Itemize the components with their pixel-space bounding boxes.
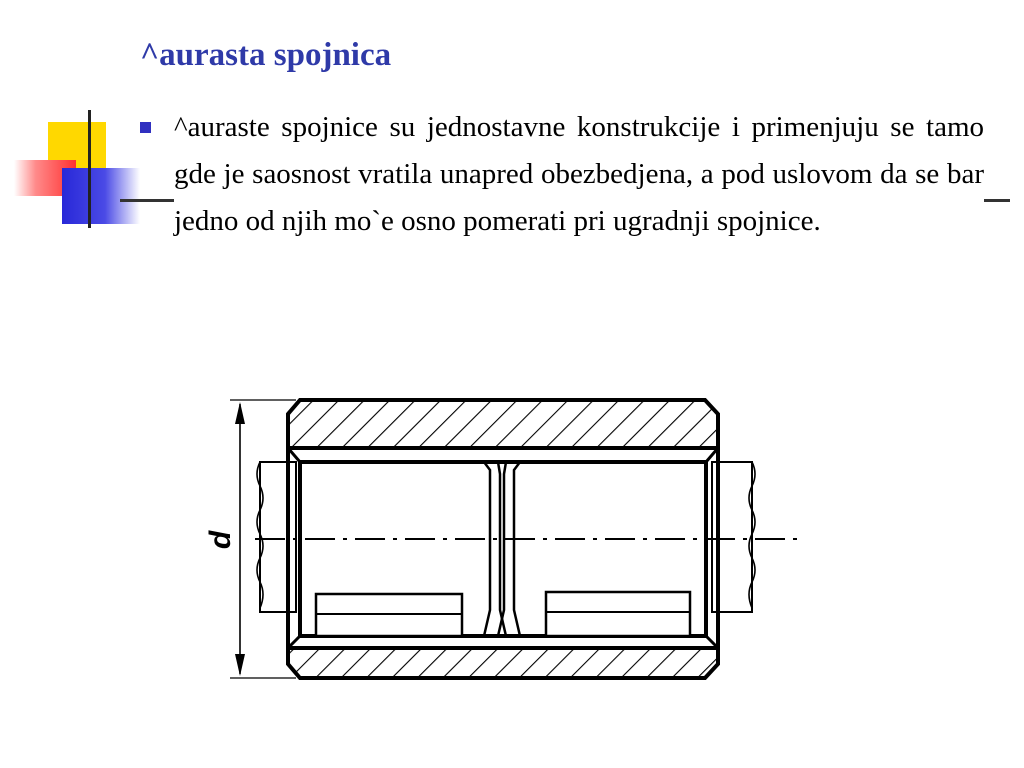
vertical-divider-line: [88, 110, 91, 228]
slide-title: ^aurasta spojnica: [140, 37, 392, 73]
lower-sleeve-section: [288, 648, 718, 678]
decorative-squares: [0, 0, 160, 240]
dimension-label: d: [204, 530, 237, 550]
coupling-sleeve-drawing: [170, 340, 820, 710]
bullet-paragraph: ^auraste spojnice su jednostavne konstrukcije i primenjuju se tamo gde je saosnost vratila unapred obezbedjena, a pod uslovom da se bar jedno od njih mo`e osno pomerati pri ugradnji spojnice.: [174, 104, 984, 245]
bullet-square-icon: [140, 122, 151, 133]
left-shaft: [260, 462, 296, 612]
blue-gradient-square: [62, 168, 140, 224]
right-keyway: [546, 592, 690, 636]
upper-sleeve-section: [288, 400, 718, 448]
